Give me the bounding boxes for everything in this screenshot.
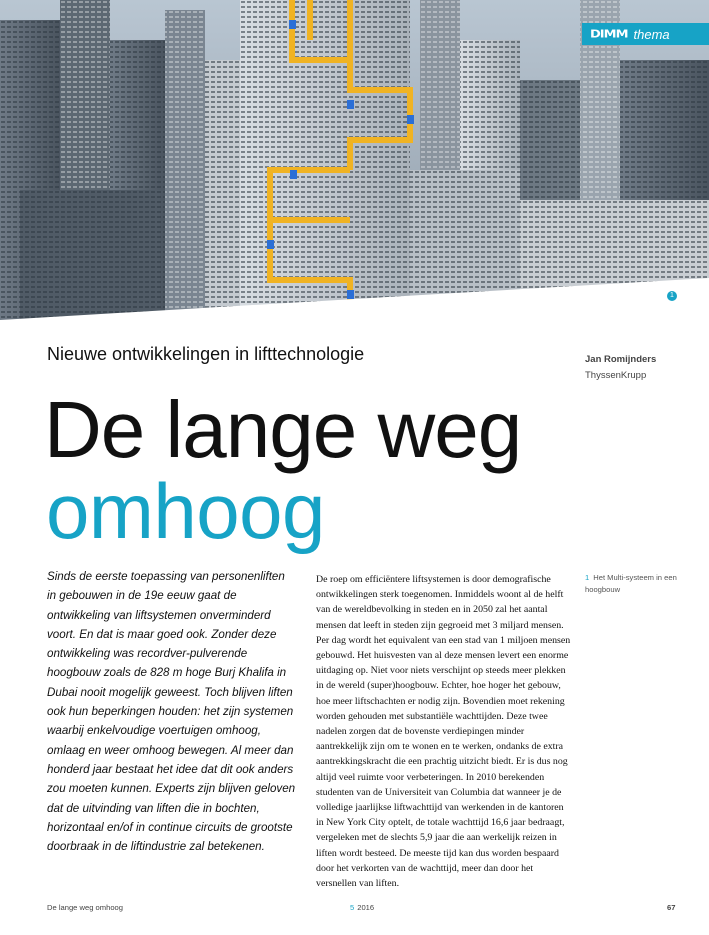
- author-organization: ThyssenKrupp: [585, 370, 647, 381]
- magazine-section-tag: [582, 23, 709, 45]
- footer-issue: [350, 903, 374, 912]
- section-label: thema: [633, 26, 670, 42]
- city-elevator-render: [0, 0, 709, 320]
- issue-year: 2016: [357, 903, 375, 912]
- caption-number: 1: [585, 573, 590, 582]
- footer-running-title: De lange weg omhoog: [47, 903, 123, 912]
- article-title-line1: De lange weg: [44, 385, 522, 474]
- caption-text: Het Multi-systeem in een hoogbouw: [585, 573, 677, 594]
- article-title-line2: omhoog: [46, 467, 325, 555]
- figure-marker: 1: [667, 291, 677, 301]
- figure-caption: [585, 572, 685, 595]
- magazine-logo: DIMM: [590, 28, 628, 40]
- author-name: Jan Romijnders: [585, 354, 657, 365]
- body-text: De roep om efficiëntere liftsystemen is door demografische ontwikkelingen sterk toegenomen. Inmiddels woont al de helft van de wereldbevolking in steden en in 2050 zal het aantal mensen dat leeft in steden zijn gegroeid met 3 miljard mensen. Per dag wordt het equivalent van een stad van 1 miljoen mensen gebouwd. Het huisvesten van al deze mensen levert een enorme uitdaging op. Niet voor niets verschijnt op steeds meer plekken in de wereld (super)hoogbouw. Echter, hoe hoger het gebouw, hoe meer liftschachten er nodig zijn. Bovendien moet rekening worden gehouden met substantiële wachttijden. Deze twee nadelen zorgen dat de bovenste verdiepingen minder aantrekkelijk zijn om te wonen en te werken, ondanks de extra aantrekkingskracht die een prachtig uitzicht biedt. Er is dus nog altijd veel ruimte voor verbeteringen. In 2010 berekenden studenten van de Universiteit van Columbia dat wanneer je de volledige jaarlijkse liftwachttijd van werkenden in de kantoren in New York City optelt, de totale wachttijd 16,6 jaar bedraagt, vergeleken met de slechts 5,9 jaar die aan werkelijk reizen in liften wordt besteed. De meeste tijd kan dus worden bespaard door het verkorten van de wachttijd, meer dan door het versnellen van liften.: [316, 574, 571, 890]
- hero-image: [0, 0, 709, 320]
- page-number: 67: [667, 903, 676, 912]
- article-subtitle: Nieuwe ontwikkelingen in lifttechnologie: [47, 344, 365, 364]
- issue-number: 5: [350, 903, 355, 912]
- lead-paragraph: Sinds de eerste toepassing van personenliften in gebouwen in de 19e eeuw gaat de ontwikkeling van liftsystemen onverminderd voort. En dat is maar goed ook. Zonder deze ontwikkeling was recordver-pulverende hoogbouw zoals de 828 m hoge Burj Khalifa in Dubai nooit mogelijk geweest. Toch blijven liften ook hun beperkingen houden: het zijn systemen waarbij enkelvoudige voertuigen omhoog, omlaag en weer omhoog bewegen. Al meer dan honderd jaar bestaat het idee dat dit ook anders zou moeten kunnen. Experts zijn blijven geloven dat de uitvinding van liften die in bochten, horizontaal en/of in continue circuits de grootste doorbraak in de liftindustrie zal betekenen.: [47, 570, 296, 854]
